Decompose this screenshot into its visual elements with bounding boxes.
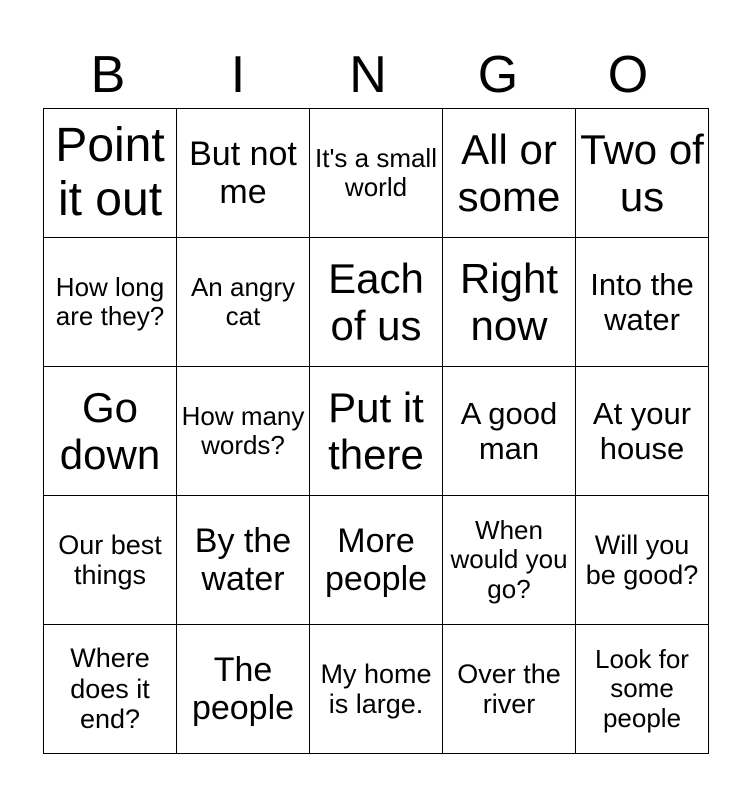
- bingo-card: [43, 108, 709, 754]
- bingo-row: [44, 367, 709, 496]
- bingo-cell[interactable]: Into the water: [576, 238, 709, 367]
- bingo-cell[interactable]: How many words?: [177, 367, 310, 496]
- bingo-cell[interactable]: An angry cat: [177, 238, 310, 367]
- bingo-row: [44, 109, 709, 238]
- bingo-row: [44, 238, 709, 367]
- bingo-cell[interactable]: But not me: [177, 109, 310, 238]
- header-letter-o: O: [607, 46, 649, 104]
- bingo-cell[interactable]: Each of us: [310, 238, 443, 367]
- bingo-cell[interactable]: Two of us: [576, 109, 709, 238]
- bingo-cell[interactable]: A good man: [443, 367, 576, 496]
- bingo-cell[interactable]: Look for some people: [576, 625, 709, 754]
- bingo-cell[interactable]: All or some: [443, 109, 576, 238]
- bingo-cell[interactable]: Right now: [443, 238, 576, 367]
- bingo-cell[interactable]: My home is large.: [310, 625, 443, 754]
- bingo-cell[interactable]: More people: [310, 496, 443, 625]
- bingo-cell[interactable]: Our best things: [44, 496, 177, 625]
- bingo-cell[interactable]: It's a small world: [310, 109, 443, 238]
- bingo-cell[interactable]: The people: [177, 625, 310, 754]
- bingo-row: [44, 625, 709, 754]
- bingo-cell[interactable]: Will you be good?: [576, 496, 709, 625]
- bingo-cell[interactable]: Put it there: [310, 367, 443, 496]
- header-letter-n: N: [349, 46, 387, 104]
- bingo-cell[interactable]: Over the river: [443, 625, 576, 754]
- bingo-row: [44, 496, 709, 625]
- bingo-cell[interactable]: How long are they?: [44, 238, 177, 367]
- bingo-cell[interactable]: Point it out: [44, 109, 177, 238]
- header-letter-g: G: [477, 46, 519, 104]
- bingo-cell[interactable]: At your house: [576, 367, 709, 496]
- bingo-cell[interactable]: By the water: [177, 496, 310, 625]
- bingo-header: [43, 42, 693, 108]
- header-letter-i: I: [230, 46, 246, 104]
- header-letter-b: B: [90, 46, 126, 104]
- bingo-cell[interactable]: When would you go?: [443, 496, 576, 625]
- bingo-cell[interactable]: Go down: [44, 367, 177, 496]
- bingo-cell[interactable]: Where does it end?: [44, 625, 177, 754]
